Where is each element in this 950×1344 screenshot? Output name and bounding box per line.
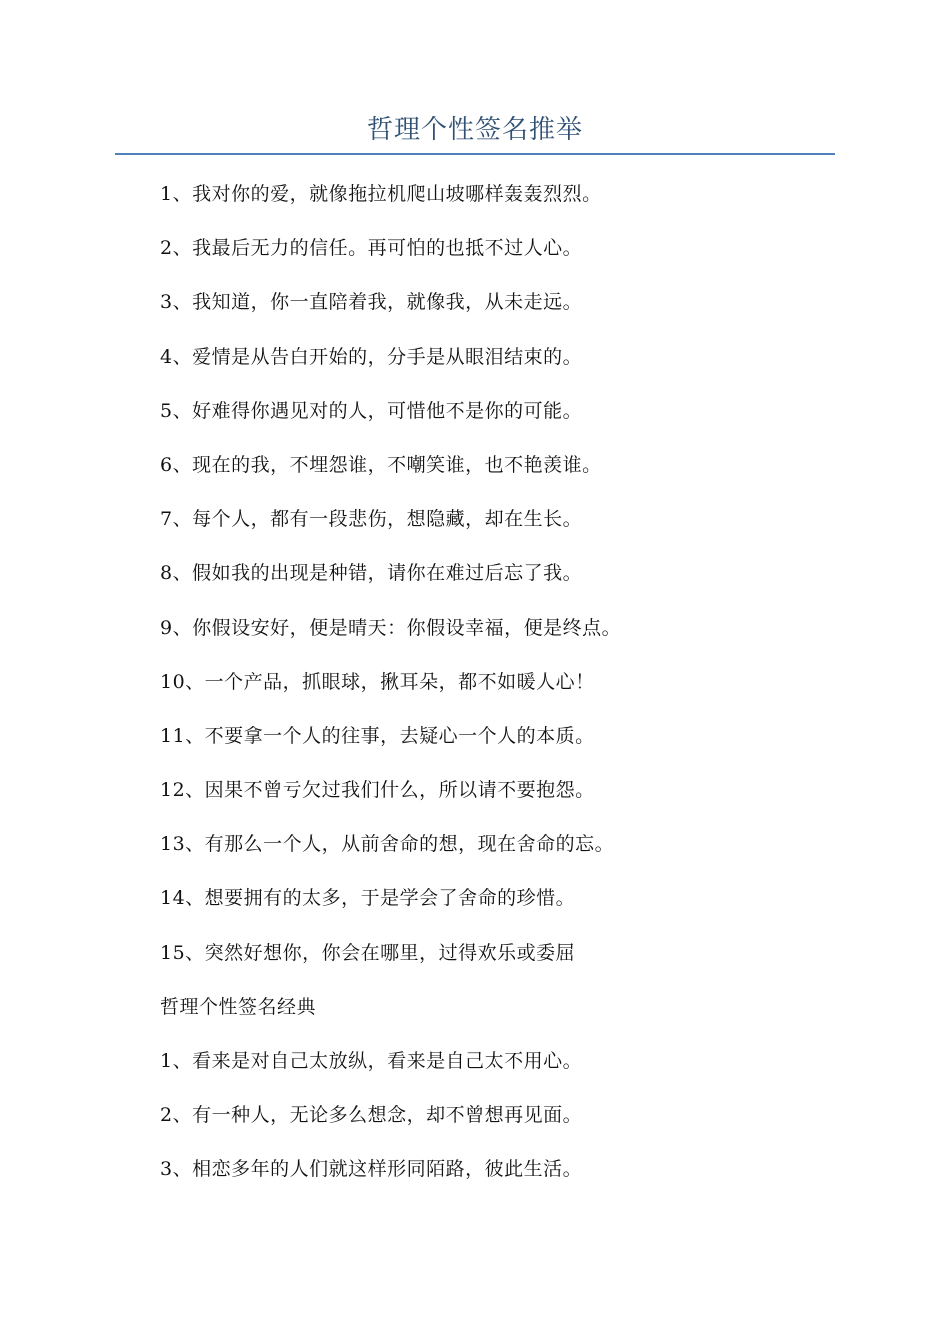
text-line: 3、我知道，你一直陪着我，就像我，从未走远。 bbox=[160, 291, 583, 314]
text-line: 4、爱情是从告白开始的，分手是从眼泪结束的。 bbox=[160, 345, 583, 368]
text-line: 12、因果不曾亏欠过我们什么，所以请不要抱怨。 bbox=[160, 779, 595, 802]
text-line: 1、我对你的爱，就像拖拉机爬山坡哪样轰轰烈烈。 bbox=[160, 183, 602, 205]
text-line: 14、想要拥有的太多，于是学会了舍命的珍惜。 bbox=[160, 887, 576, 910]
title-underline bbox=[115, 153, 835, 155]
text-line: 1、看来是对自己太放纵，看来是自己太不用心。 bbox=[160, 1050, 583, 1072]
text-line: 2、有一种人，无论多么想念，却不曾想再见面。 bbox=[160, 1104, 583, 1127]
text-lines bbox=[160, 178, 840, 1208]
section-heading: 哲理个性签名经典 bbox=[160, 995, 317, 1018]
text-line: 9、你假设安好，便是晴天：你假设幸福，便是终点。 bbox=[160, 616, 622, 639]
text-line: 11、不要拿一个人的往事，去疑心一个人的本质。 bbox=[160, 724, 595, 747]
text-line: 8、假如我的出现是种错，请你在难过后忘了我。 bbox=[160, 562, 583, 585]
text-line: 3、相恋多年的人们就这样形同陌路，彼此生活。 bbox=[160, 1158, 583, 1181]
document-title: 哲理个性签名推举 bbox=[366, 115, 583, 145]
text-line: 2、我最后无力的信任。再可怕的也抵不过人心。 bbox=[160, 237, 583, 260]
text-line: 6、现在的我，不埋怨谁，不嘲笑谁，也不艳羡谁。 bbox=[160, 453, 602, 476]
text-line: 10、一个产品，抓眼球，揪耳朵，都不如暖人心！ bbox=[160, 670, 595, 693]
text-line: 13、有那么一个人，从前舍命的想，现在舍命的忘。 bbox=[160, 833, 615, 856]
text-line: 7、每个人，都有一段悲伤，想隐藏，却在生长。 bbox=[160, 508, 583, 531]
text-line: 15、突然好想你，你会在哪里，过得欢乐或委屈 bbox=[160, 941, 576, 964]
text-line: 5、好难得你遇见对的人，可惜他不是你的可能。 bbox=[160, 399, 583, 422]
